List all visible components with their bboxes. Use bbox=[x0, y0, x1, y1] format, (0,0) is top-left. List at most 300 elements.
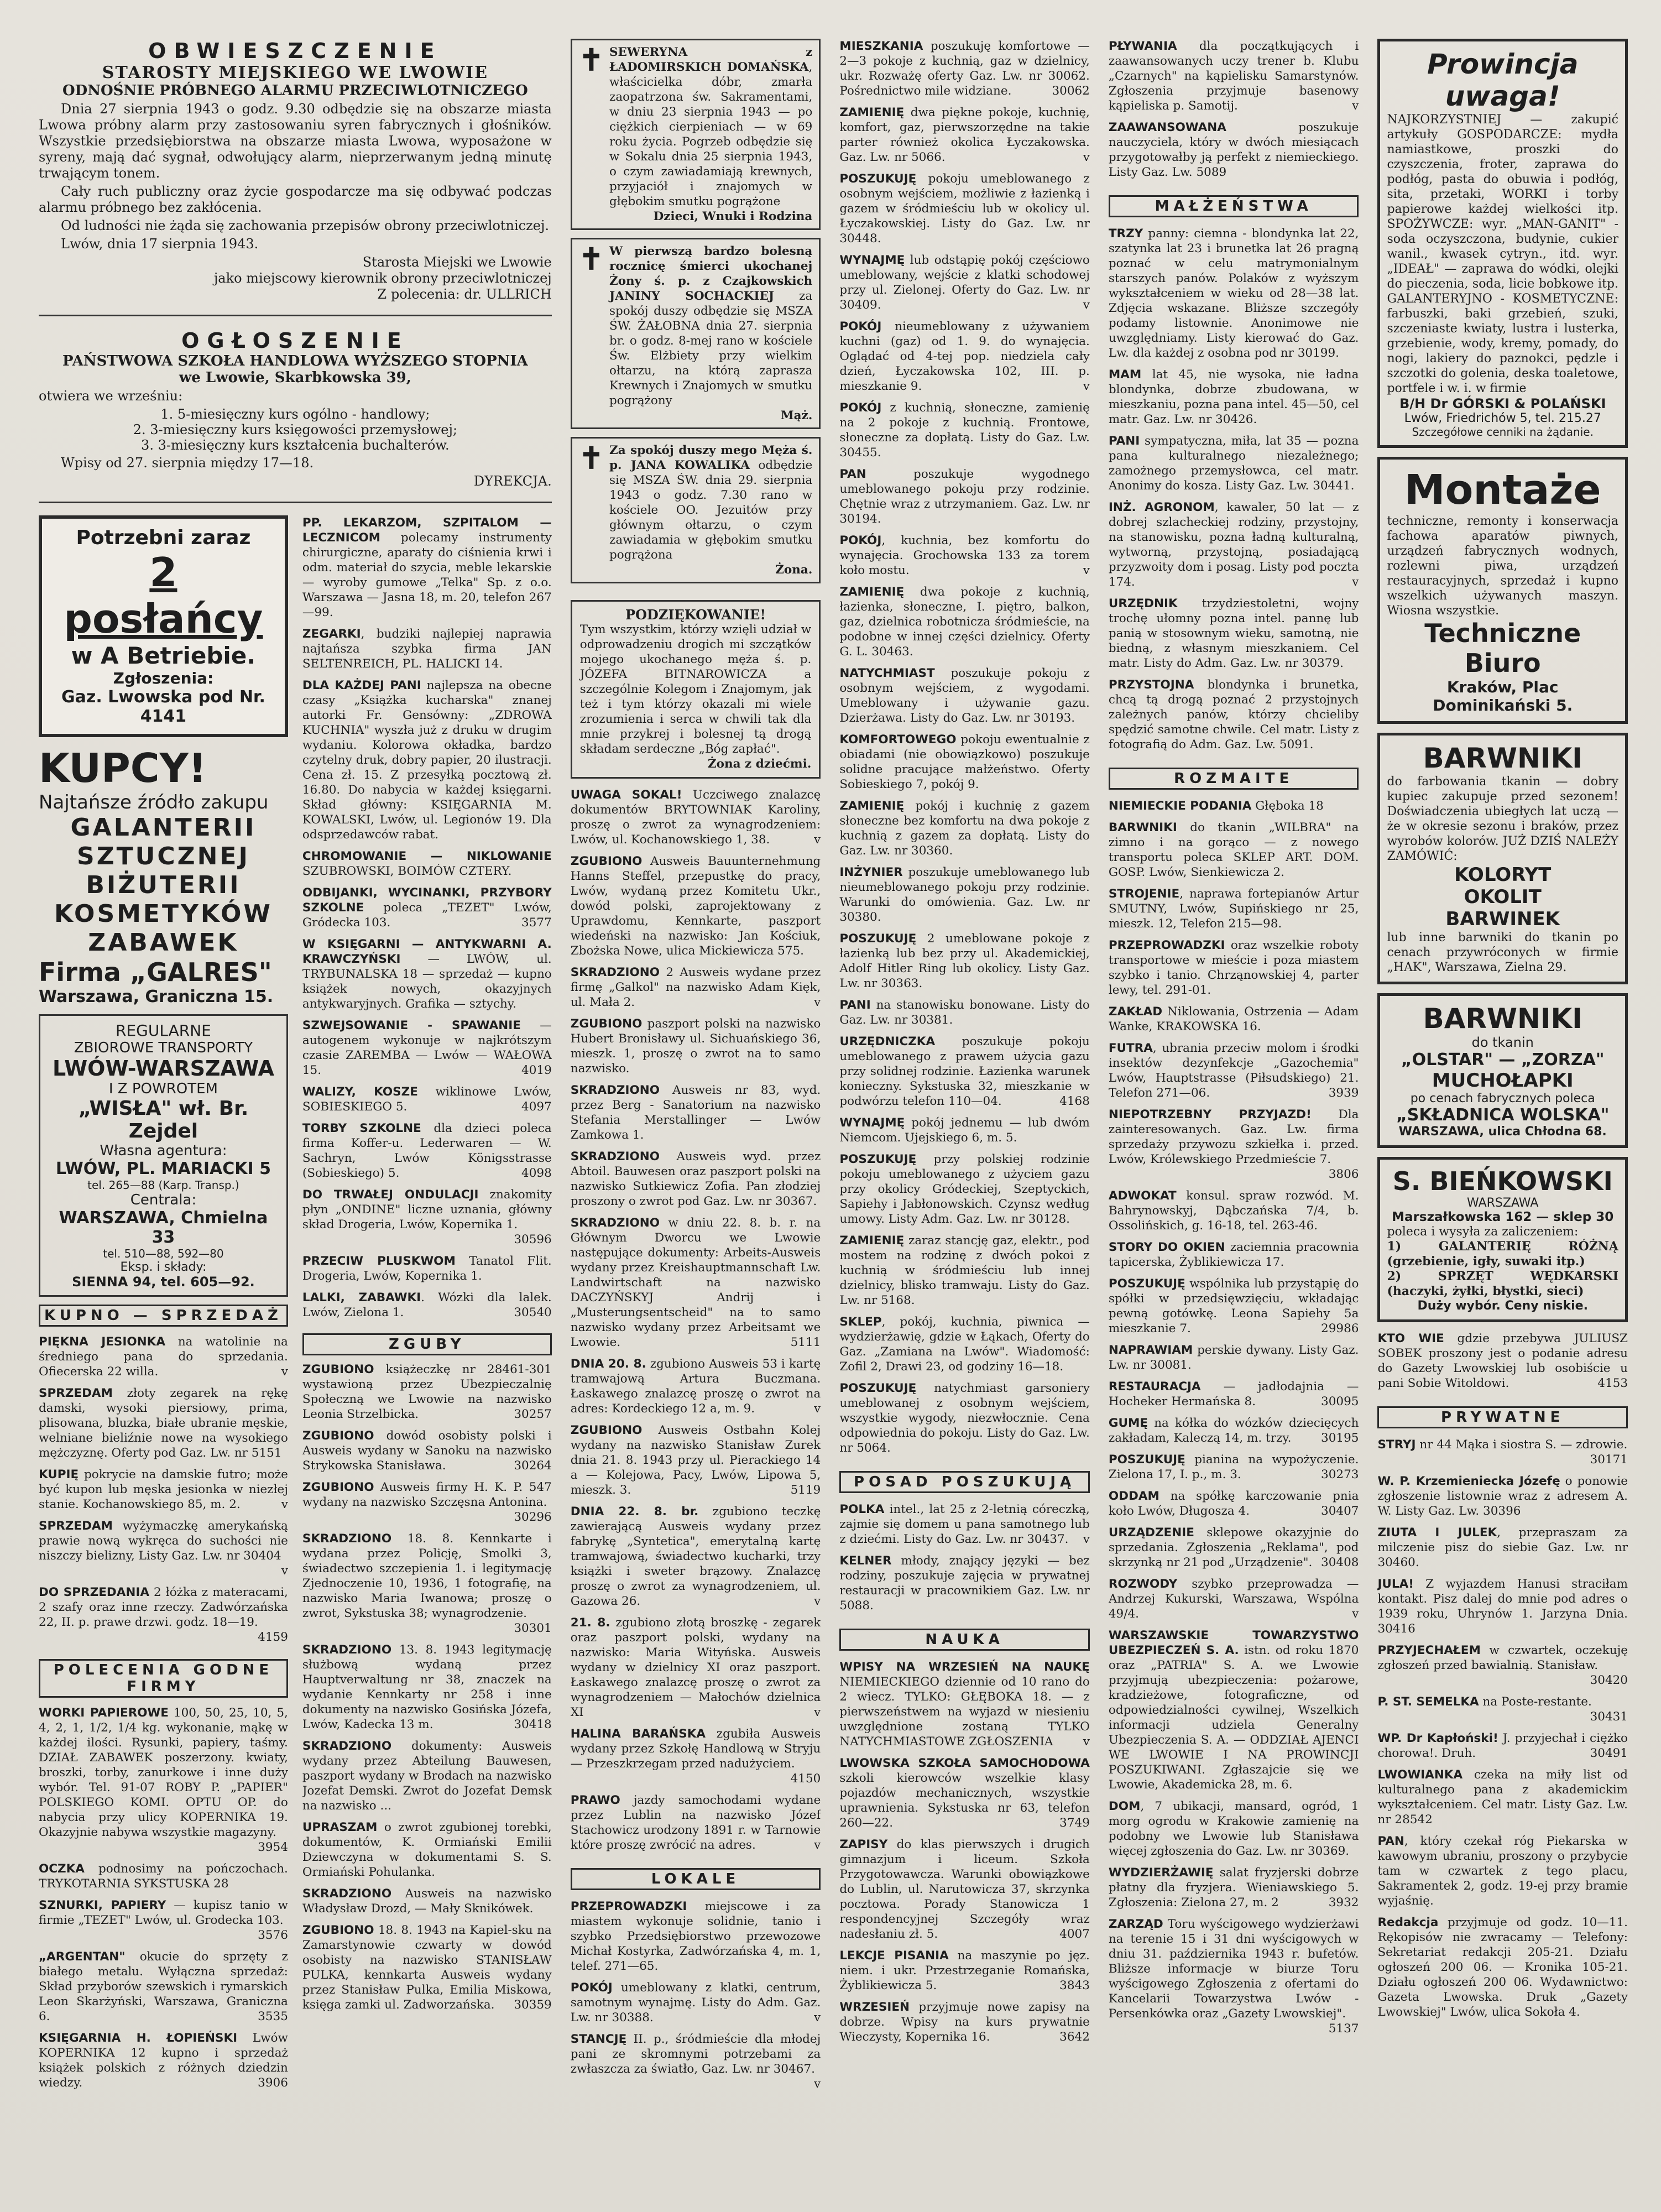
ad-address: WARSZAWA, ulica Chłodna 68. bbox=[1398, 1125, 1607, 1139]
obituary-notice bbox=[571, 437, 821, 583]
ad-text: dwa piękne pokoje, kuchnię, komfort, gaz, pierwszorzędne na takie parter również okolica Łyczakowska. Gaz. Lw. nr 5066. bbox=[839, 106, 1090, 164]
ad-lead: ZGUBIONO bbox=[570, 1423, 643, 1437]
ad-lead: POKÓJ bbox=[570, 1981, 613, 1995]
ad-headline: Montaże bbox=[1404, 466, 1601, 514]
lokale-list-2 bbox=[839, 39, 1090, 1462]
ad-text: przyjmuje nowe zapisy na dobrze. Wpisy na kurs prywatnie Wieczysty, Kopernika 16. bbox=[839, 2000, 1090, 2044]
ad-number: 3843 bbox=[1059, 1979, 1090, 1992]
ad-note: Szczegółowe cenniki na żądanie. bbox=[1412, 425, 1594, 439]
kupno-list bbox=[39, 1334, 288, 1651]
classified-ad bbox=[839, 105, 1090, 165]
ad-lead: SKRADZIONO bbox=[570, 1216, 660, 1230]
classified-ad bbox=[39, 1861, 288, 1891]
ad-text: polecamy instrumenty chirurgiczne, aparaty do ciśnienia krwi i odm. materiał do szycia, meble lekarskie — wyroby gumowe „Telka" Sp. z o.o. Warszawa — Jasna 18, m. 20, telefon 267—99. bbox=[302, 531, 552, 619]
ad-text: na stanowisku bonowane. Listy do Gaz. Lw. nr 30381. bbox=[839, 998, 1090, 1027]
ad-text: zgubiono Ausweis 53 i kartę tramwajową Artura Buczmana. Łaskawego znalazcę proszę o zwrot na adres: Kordeckiego 12 a, m. 9. bbox=[570, 1357, 821, 1416]
ad-text: , naprawa fortepianów Artur SMUTNY, Lwów, Supińskiego nr 25, mieszk. 12, Telefon 215—98. bbox=[1108, 887, 1359, 931]
ad-lead: POSZUKUJĘ bbox=[839, 172, 917, 186]
ad-number: 3906 bbox=[258, 2076, 288, 2090]
ad-lead: PANI bbox=[839, 998, 871, 1012]
ad-text: , 7 ubikacji, mansard, ogród, 1 morg ogrodu w Krakowie zamienię na podobny we Lwowie lub Stanisława więcej zgłoszenia do Gaz. Lw. nr 30369. bbox=[1108, 1799, 1359, 1858]
divider bbox=[39, 502, 552, 503]
notice-intro: otwiera we wrześniu: bbox=[39, 388, 183, 404]
classified-ad bbox=[571, 1504, 821, 1609]
classified-ad bbox=[39, 1585, 288, 1645]
ad-lead: ZGUBIONO bbox=[302, 1480, 374, 1494]
ad-text: lub inne barwniki do tkanin po cenach przywróconych w firmie „HAK", Warszawa, Zielna 29. bbox=[1387, 931, 1618, 974]
ad-lead: ZGUBIONO bbox=[570, 1017, 643, 1031]
classified-ad bbox=[1109, 367, 1359, 427]
classified-ad bbox=[1109, 500, 1359, 589]
ad-text: poszukuje pokoju umeblowanego z prawem użycia gazu przy solidnej rodzinie. Łazienka warunek konieczny. Sykstuska 32, mieszkanie w podwórzu telefon 110—04. bbox=[839, 1035, 1090, 1108]
ad-text: perskie dywany. Listy Gaz. Lw. nr 30081. bbox=[1108, 1343, 1359, 1372]
ad-text: , który czekał róg Piekarska w kawowym ubraniu, proszony o przybycie tam w czwartek z tego placu, Sakramentek 2, godz. 19-ej przy bramie wyjaśnię. bbox=[1377, 1834, 1628, 1908]
classified-ad bbox=[839, 931, 1090, 991]
ad-line: Zgłoszenia: bbox=[113, 669, 214, 687]
ad-lead: DOM bbox=[1108, 1799, 1141, 1813]
ad-item: SZTUCZNEJ bbox=[77, 842, 250, 870]
ad-lead: PRZEPROWADZKI bbox=[1108, 938, 1225, 952]
course-item: 1. 5-miesięczny kurs ogólno - handlowy; bbox=[160, 406, 430, 422]
ad-lead: STORY DO OKIEN bbox=[1108, 1240, 1225, 1254]
notice-signature: jako miejscowy kierownik obrony przeciwlotniczej bbox=[213, 270, 552, 286]
ad-lead: TRZY bbox=[1108, 227, 1143, 241]
classified-ad bbox=[571, 1980, 821, 2025]
montaze-ad bbox=[1377, 457, 1628, 724]
ad-number: 4098 bbox=[521, 1166, 552, 1180]
ad-text: techniczne, remonty i konserwacja fachowa aparatów piwnych, urządzeń fabrycznych wodnych, rozlewni piwa, urządzeń restauracyjnych, sprzedaż i kupno wszelkich używanych maszyn. Wiosna wszystkie. bbox=[1387, 514, 1618, 618]
ad-lead: W KSIĘGARNI — ANTYKWARNI A. KRAWCZYŃSKI bbox=[302, 937, 552, 966]
classified-ad bbox=[839, 1381, 1090, 1455]
cross-icon: ✝ bbox=[578, 42, 604, 77]
ad-text: czeka na miły list od kulturalnego pana z akademickim wykształceniem. Cel matr. Listy Gaz. Lw. nr 28542 bbox=[1377, 1768, 1628, 1827]
ad-text: poszukuje umeblowanego lub nieumeblowanego pokoju przy rodzinie. Warunki do omówienia. Gaz. Lw. nr 30380. bbox=[839, 865, 1090, 924]
ad-address: Marszałkowska 162 — sklep 30 bbox=[1392, 1210, 1614, 1224]
ad-lead: NIEPOTRZEBNY PRZYJAZD! bbox=[1108, 1108, 1312, 1121]
ad-number: v bbox=[1083, 150, 1090, 164]
classified-ad bbox=[39, 1705, 288, 1855]
ad-lead: TORBY SZKOLNE bbox=[302, 1121, 421, 1135]
ad-number: 30596 bbox=[514, 1233, 552, 1246]
ad-lead: STANCJĘ bbox=[570, 2032, 627, 2046]
ad-lead: POSZUKUJĘ bbox=[839, 1381, 917, 1395]
column-5 bbox=[1109, 39, 1359, 2190]
ad-lead: KUPIĘ bbox=[39, 1468, 79, 1481]
ad-text: , przepraszam za milczenie pisz do siebie Gaz. Lw. nr 30460. bbox=[1377, 1526, 1628, 1569]
ad-text: Dla zainteresowanych. Gaz. Lw. firma sprzedaży przywozu szkiełka i. przed. Lwów, Królewskiego Przedmieście 7. bbox=[1108, 1108, 1359, 1166]
ad-text: pokoju umeblowanego z osobnym wejściem, możliwie z łazienką i gazem w śródmieściu lub w okolicy ul. Łyczakowskiej. Listy do Gaz. Lw. nr 30448. bbox=[839, 172, 1090, 246]
ad-text: pokoju ewentualnie z obiadami (nie obowiązkowo) poszukuje solidne pracujące małżeństwo. Oferty Sobieskiego 7, pokój 9. bbox=[839, 733, 1090, 791]
ad-text: konsul. spraw rozwód. M. Bahrynowskyj, Dąbczańska 7/4, b. Ossolińskich, g. 16-18, tel. 263-46. bbox=[1108, 1189, 1359, 1233]
ad-number: 30359 bbox=[514, 1998, 552, 2012]
kupcy-ad bbox=[39, 745, 288, 1006]
cross-icon: ✝ bbox=[578, 440, 604, 476]
ad-text: do klas pierwszych i drugich gimnazjum i liceum. Szkoła Przygotowawcza. Warunki obowiązkowe do Lublin, ul. Narutowicza 37, skrzynka pocztowa. Porady Stanowicza 1 respondencyjnej Szczegóły wraz nadesłaniu zł. 5. bbox=[839, 1838, 1090, 1941]
obituary-text: , właścicielka dóbr, zmarła zaopatrzona św. Sakramentami, w dniu 23 sierpnia 1943 — po ciężkich cierpieniach — w 69 roku życia. Pogrzeb odbędzie się w Sokalu dnia 25 sierpnia 1943, o czym zawiadamiają krewnych, przyjaciół i znajomych w głębokim smutku pogrążone bbox=[609, 60, 813, 208]
section-header-posad: POSAD POSZUKUJĄ bbox=[839, 1471, 1090, 1493]
ad-text: dla początkujących i zaawansowanych uczy trener b. Klubu „Czarnych" na kąpielisku Samarstynów. Zgłoszenia przyjmuje basenowy kąpieliska p. Samotij. bbox=[1108, 39, 1359, 113]
classified-ad bbox=[571, 1215, 821, 1350]
ad-brands: „OLSTAR" — „ZORZA" bbox=[1401, 1050, 1605, 1070]
ad-lead: PP. LEKARZOM, SZPITALOM — LECZNICOM bbox=[302, 516, 552, 545]
classified-ad bbox=[839, 171, 1090, 246]
ad-text: lat 45, nie wysoka, nie ładna blondynka, dobrze zbudowana, w mieszkaniu, pozna pana intel. 45—50, cel matr. Gaz. Lw. nr 30426. bbox=[1108, 368, 1359, 426]
ad-text: Ausweis nr 83, wyd. przez Berg - Sanatorium na nazwisko Stefania Merstallinger — Lwów Zamkowa 1. bbox=[570, 1083, 821, 1142]
ad-lead: Redakcja bbox=[1377, 1916, 1439, 1929]
nauka-list bbox=[839, 1660, 1090, 2051]
obituary-signature: Mąż. bbox=[780, 409, 813, 422]
classified-ad bbox=[1109, 226, 1359, 361]
classified-ad bbox=[1109, 1343, 1359, 1373]
classified-ad bbox=[839, 1756, 1090, 1830]
ad-lead: PRZEPROWADZKI bbox=[570, 1900, 687, 1913]
ad-address: Warszawa, Graniczna 15. bbox=[39, 987, 274, 1006]
ad-address: Kraków, Plac Dominikański 5. bbox=[1433, 678, 1573, 714]
ad-text: nr 44 Mąka i siostra S. — zdrowie. bbox=[1415, 1438, 1628, 1452]
ad-text: SZUBROWSKI, BOIMÓW CZTERY. bbox=[302, 864, 512, 878]
column-1-body bbox=[39, 515, 552, 2190]
ad-lead: SKRADZIONO bbox=[570, 1083, 660, 1097]
ad-number: 3806 bbox=[1328, 1167, 1359, 1181]
ad-lead: BARWNIKI bbox=[1108, 821, 1177, 834]
ad-lead: POKÓJ bbox=[839, 534, 882, 547]
ad-item: KOSMETYKÓW bbox=[54, 900, 273, 928]
classified-ad bbox=[1109, 677, 1359, 752]
classified-ad bbox=[1109, 1107, 1359, 1182]
ad-number: v bbox=[1083, 298, 1090, 312]
classified-ad bbox=[571, 965, 821, 1010]
obituary-name: Za spokój duszy mego Męża ś. p. JANA KOWALIKA bbox=[609, 444, 813, 472]
ad-lead: POSZUKUJĘ bbox=[839, 932, 917, 946]
obituary-name: SEWERYNA z ŁADOMIRSKICH DOMAŃSKA bbox=[609, 45, 813, 74]
ad-number: v bbox=[814, 1594, 821, 1608]
classified-ad bbox=[1109, 1489, 1359, 1519]
ad-line: Gaz. Lwowska pod Nr. 4141 bbox=[61, 687, 265, 726]
ad-text: Ausweis na nazwisko Władysław Drozd, — Mały Sknikówek. bbox=[302, 1887, 552, 1916]
ad-lead: UWAGA SOKAL! bbox=[570, 788, 682, 802]
classified-ad bbox=[302, 1480, 552, 1525]
column-6 bbox=[1377, 39, 1628, 2190]
ad-text: istn. od roku 1870 oraz „PATRIA" S. A. we Lwowie przyjmują ubezpieczenia: pożarowe, kradzieżowe, fotograficzne, od odpowiedzialności cywilnej, Wszelkich informacji udziela Generalny Ubezpieczenia S. A. — ODDZIAŁ AJENCI WE LWOWIE I NA PROWINCJI POSZUKIWANI. Zgłaszajcie się we Lwowie, Akademicka 28, m. 6. bbox=[1108, 1644, 1359, 1792]
ad-headline: LWÓW-WARSZAWA bbox=[53, 1056, 274, 1081]
rozmaite-list bbox=[1109, 799, 1359, 2043]
ad-firm: „WISŁA" wł. Br. Zejdel bbox=[78, 1097, 249, 1142]
notice-paragraph: Od ludności nie żąda się zachowania przepisów obrony przeciwlotniczej. bbox=[61, 218, 550, 233]
ad-number: 4150 bbox=[790, 1772, 821, 1786]
classified-ad bbox=[302, 678, 552, 842]
classified-ad bbox=[1109, 120, 1359, 180]
ad-lead: ZARZĄD bbox=[1108, 1917, 1163, 1931]
ad-number: 4153 bbox=[1597, 1376, 1628, 1390]
ad-number: 3576 bbox=[258, 1928, 288, 1942]
classified-ad bbox=[1377, 1525, 1628, 1570]
classified-ad bbox=[839, 533, 1090, 578]
ad-text: miejscowe i za miastem wykonuje solidnie, tanio i szybko Przedsiębiorstwo przewozowe Michał Kostyrka, Zadwórzańska 4, m. 1, telef. 271—65. bbox=[570, 1900, 821, 1973]
ad-lead: RESTAURACJA bbox=[1108, 1380, 1201, 1394]
ad-text: Lwów KOPERNIKA 12 kupno i sprzedaż książek polskich z różnych dziedzin wiedzy. bbox=[39, 2031, 288, 2090]
ad-number: v bbox=[1352, 575, 1359, 589]
ad-line: Centrala: bbox=[130, 1192, 197, 1208]
ad-number: 30431 bbox=[1590, 1710, 1628, 1724]
ad-text: Ausweis Bauunternehmung Hanns Steffel, przepustkę do pracy, Lwów, wydaną przez Komitetu Ukr., dowód polski, zaprojektowany z Uprawdomu, Kennkarte, paszport wiedeński na nazwisko: Jan Kościuk, Zbożska Nowe, ulica Mickiewicza 575. bbox=[570, 854, 821, 958]
classified-ad bbox=[1109, 39, 1359, 113]
ad-text: — kupisz tanio w firmie „TEZET" Lwów, ul. Grodecka 103. bbox=[39, 1898, 288, 1927]
ad-line: ZBIOROWE TRANSPORTY bbox=[74, 1040, 253, 1056]
ad-line: WARSZAWA bbox=[1467, 1196, 1539, 1210]
classified-ad bbox=[302, 627, 552, 671]
ad-lead: ZEGARKI bbox=[302, 627, 361, 641]
ad-number: v bbox=[814, 2011, 821, 2025]
ad-number: 30273 bbox=[1321, 1468, 1359, 1481]
classified-ad bbox=[839, 400, 1090, 460]
classified-ad bbox=[571, 1357, 821, 1416]
classified-ad bbox=[839, 585, 1090, 659]
ad-item: KOLORYT bbox=[1454, 864, 1552, 886]
notice-paragraph: Cały ruch publiczny oraz życie gospodarcze ma się odbywać podczas alarmu próbnego bez zakłócenia. bbox=[39, 184, 552, 215]
classified-ad bbox=[1377, 1694, 1628, 1724]
ad-number: 3535 bbox=[258, 2010, 288, 2023]
ad-text: Ausweis wyd. przez Abtoil. Bauwesen oraz paszport polski na nazwisko Sutkiewicz Zofia. Pan złodziej proszony o zwrot pod Gaz. Lw. nr 30367. bbox=[570, 1150, 821, 1208]
ad-number: v bbox=[814, 1402, 821, 1416]
ad-text: Niklowania, Ostrzenia — Adam Wanke, KRAKOWSKA 16. bbox=[1108, 1005, 1359, 1034]
ad-text: pokój jednemu — lub dwóm Niemcom. Ujejskiego 6, m. 5. bbox=[839, 1116, 1090, 1145]
classified-ad bbox=[571, 1149, 821, 1209]
ad-text: złoty zegarek na rękę damski, wysoki piersiowy, prima, plisowana, bluzka, białe ubranie męskie, welniane bieliźnie nowe na wysokiego mężczyznę. Oferty pod Gaz. Lw. nr 5151 bbox=[39, 1386, 288, 1460]
ad-text: sympatyczna, miła, lat 35 — pozna pana kulturalnego niezależnego; zamożnego przemysłowca, cel matr. Anonimy do kosza. Listy Gaz. Lw. 30441. bbox=[1108, 434, 1359, 493]
ad-lead: INŻYNIER bbox=[839, 865, 903, 879]
ad-number: 30095 bbox=[1321, 1395, 1359, 1408]
polecenia-list bbox=[39, 1705, 288, 2097]
ad-text: — autogenem wykonuje w najkrótszym czasie ZAREMBA — Lwów — WAŁOWA 15. bbox=[302, 1019, 552, 1077]
ad-lead: WORKI PAPIEROWE bbox=[39, 1706, 169, 1720]
ad-lead: LALKI, ZABAWKI bbox=[302, 1291, 421, 1305]
ad-number: v bbox=[1083, 1532, 1090, 1546]
ad-lead: WARSZAWSKIE TOWARZYSTWO UBEZPIECZEŃ S. A. bbox=[1108, 1629, 1359, 1657]
classified-ad bbox=[571, 854, 821, 958]
classified-ad bbox=[571, 787, 821, 847]
ad-lead: SKLEP bbox=[839, 1315, 882, 1329]
classified-ad bbox=[839, 253, 1090, 312]
ad-text: wiklinowe Lwów, SOBIESKIEGO 5. bbox=[302, 1085, 552, 1114]
ad-text: dokumenty: Ausweis wydany przez Abteilung Bauwesen, paszport wydany w Brodach na nazwisko Jozefat Demski. Zwrot do Jozefat Demsk na nazwisko ... bbox=[302, 1739, 552, 1813]
ad-text: oraz wszelkie roboty transportowe w mieście i poza miastem szybko i tanio. Chrząnowskiej 4, parter lewy, tel. 291-01. bbox=[1108, 938, 1359, 997]
ad-text: pokój i kuchnię z gazem słoneczne bez komfortu na dwa pokoje z kuchnią z gazem za dopłatą. Listy do Gaz. Lw. nr 30360. bbox=[839, 799, 1090, 858]
ad-text: , pokój, kuchnia, piwnica — wydzierżawię, gdzie w Łąkach, Oferty do Gaz. „Zamiana na Lwów". Wiadomość: Zofil 2, Drawi 23, od godziny 16—18. bbox=[839, 1315, 1090, 1374]
ad-text: Ausweis Ostbahn Kolej wydany na nazwisko Stanisław Zurek dnia 21. 8. 1943 przy ul. Pierackiego 14 a — Kolejowa, Pacy, Lwów, Lipowa 5, mieszk. 3. bbox=[570, 1423, 821, 1497]
ad-lead: DO TRWAŁEJ ONDULACJI bbox=[302, 1188, 479, 1202]
ad-lead: GUMĘ bbox=[1108, 1416, 1148, 1430]
ad-line: Potrzebni zaraz bbox=[76, 526, 251, 549]
ad-lead: URZĘDNIK bbox=[1108, 597, 1178, 611]
ad-text: 13. 8. 1943 legitymację służbową wydaną przez Hauptverwaltung nr 38, znaczek na wydanie Kennkarty nr 258 i inne dokumenty na nazwisko Gosińska Józefa, Lwów, Kadecka 13 m. bbox=[302, 1643, 552, 1731]
classified-ad bbox=[571, 1083, 821, 1142]
classified-ad bbox=[1109, 938, 1359, 998]
ad-lead: PANI bbox=[1108, 434, 1140, 448]
ad-text: zgubiła Ausweis wydany przez Szkołę Handlową w Stryju — Przeszkrzegam przed nadużyciem. bbox=[570, 1727, 821, 1771]
ad-text: szkoli kierowców wszelkie klasy pojazdów mechanicznych, wszystkie uprawnienia. Sykstuska nr 63, telefon 260—22. bbox=[839, 1771, 1090, 1830]
ad-text: gdzie przebywa JULIUSZ SOBEK proszony jest o podanie adresu do Gazety Lwowskiej lub osobiście u pani Sobie Witoldowi. bbox=[1377, 1332, 1628, 1390]
classified-ad bbox=[1109, 1452, 1359, 1482]
ad-line: Eksp. i składy: bbox=[120, 1260, 207, 1274]
ad-number: 30195 bbox=[1321, 1431, 1359, 1445]
obituary-text: odbędzie się MSZA ŚW. dnia 29. sierpnia 1943 o godz. 7.30 rano w kościele OO. Jezuitów przy głównym ołtarzu, o czym zawiadamia w głębokim smutku pogrążona bbox=[609, 458, 813, 562]
barwniki-ad-2 bbox=[1377, 993, 1628, 1148]
ad-item: MUCHOŁAPKI bbox=[1432, 1070, 1574, 1092]
ad-text: NAJKORZYSTNIEJ — zakupić artykuły GOSPODARCZE: mydła namiastkowe, proszki do czyszczenia, froter, zaprawa do podłóg, pasta do obuwia i podłóg, sita, przetaki, WORKI i torby papierowe każdej wielkości itp. SPOŻYWCZE: wyr. „MAN-GANIT" - soda oczyszczona, budynie, cukier wanil., kwasek cytryn., itd. wyr. „IDEAŁ" — zaprawa do wódki, olejki do pieczenia, soda, licie bobkowe itp. GALANTERYJNO - KOSMETYCZNE: farbuszki, baki grzebień, szuki, szczeniaste kwiaty, lustra i lusterka, grzebienie, wody, kremy, pomady, do nogi, lakiery do paznokci, pędzle i szczotki do golenia, deska toaletowe, portfele i w. i. w firmie bbox=[1387, 113, 1618, 395]
ad-text: podnosimy na pończochach. TRYKOTARNIA SYKSTUSKA 28 bbox=[39, 1862, 288, 1891]
ad-lead: PRZYSTOJNA bbox=[1108, 678, 1194, 692]
ad-number: 30418 bbox=[514, 1718, 552, 1731]
ad-text: — jadłodajnia — Hocheker Hermańska 8. bbox=[1108, 1380, 1359, 1408]
ad-item: BIŻUTERII bbox=[86, 871, 241, 899]
ad-lead: UPRASZAM bbox=[302, 1820, 378, 1834]
ad-text: trzydziestoletni, wojny trochę ułomny pozna intel. pannę lub panią w stosownym wieku, samotną, nie biedną, z własnym mieszkaniem. Cel matr. Listy do Adm. Gaz. Lw. nr 30379. bbox=[1108, 597, 1359, 670]
bienkowski-ad bbox=[1377, 1157, 1628, 1322]
ad-lead: ZAAWANSOWANA bbox=[1108, 121, 1226, 134]
section-header-zguby: ZGUBY bbox=[302, 1333, 552, 1355]
classified-ad bbox=[1109, 1865, 1359, 1910]
ad-number: 5137 bbox=[1328, 2022, 1359, 2036]
ad-lead: ZAMIENIĘ bbox=[839, 799, 905, 813]
classified-ad bbox=[839, 865, 1090, 925]
ad-text: umeblowany z klatki, centrum, samotnym wynajmę. Listy do Adm. Gaz. Lw. nr 30388. bbox=[570, 1981, 821, 2025]
ad-lead: PŁYWANIA bbox=[1108, 39, 1177, 53]
classified-ad bbox=[302, 515, 552, 620]
ad-text: 18. 8. 1943 na Kapiel-sku na Zamarstynowie czwarty w dowód osobisty na nazwisko STANISŁAW PULKA, kennkarta Ausweis wydany przez Stanisław Pulka, Emilia Miskowa, księga zamki ul. Zadworzańska. bbox=[302, 1923, 552, 2012]
classified-ad bbox=[1109, 1004, 1359, 1034]
classified-ad bbox=[302, 1362, 552, 1422]
notice-paragraph: Dnia 27 sierpnia 1943 o godz. 9.30 odbędzie się na obszarze miasta Lwowa próbny alarm przy zastosowaniu syren fabrycznych i głośników. Wszystkie przedsiębiorstwa na obszarze miasta Lwowa, wyposażone w syreny, mają dać sygnał, odwołujący alarm, nieprzerwanym jedną minutę trwającym tonem. bbox=[39, 101, 552, 181]
ad-number: 30301 bbox=[514, 1621, 552, 1635]
ad-number: v bbox=[1083, 1735, 1090, 1749]
section-header-lokale: LOKALE bbox=[571, 1868, 821, 1890]
ad-lead: WYNAJMĘ bbox=[839, 1116, 905, 1130]
ad-lead: SPRZEDAM bbox=[39, 1519, 113, 1533]
ad-lead: HALINA BARAŃSKA bbox=[570, 1727, 706, 1741]
ad-text: na kółka do wózków dziecięcych zakładam, Kaleczą 14, m. trzy. bbox=[1108, 1416, 1359, 1445]
classified-ad bbox=[1377, 1767, 1628, 1827]
ad-lead: POLKA bbox=[839, 1503, 885, 1516]
classified-ad bbox=[839, 467, 1090, 526]
zguby-list-2 bbox=[571, 787, 821, 1859]
ad-text: salat fryzjerski dobrze płatny dla fryzjera. Wieniawskiego 5. Zgłoszenia: Zielona 27, m. 2 bbox=[1108, 1866, 1359, 1910]
ad-text: lub odstąpię pokój częściowo umeblowany, wejście z klatki schodowej przy ul. Zielonej. Oferty do Gaz. Lw. nr 30409. bbox=[839, 253, 1090, 312]
ad-text: poszukuje nauczyciela, który w dwóch miesiącach przygotowałby ją perfekt z niemieckiego. Listy Gaz. Lw. 5089 bbox=[1108, 121, 1359, 179]
classified-ad bbox=[571, 1899, 821, 1974]
box-signature: Żona z dziećmi. bbox=[707, 757, 812, 771]
ad-number: v bbox=[281, 1564, 288, 1578]
ad-lead: CHROMOWANIE — NIKLOWANIE bbox=[302, 849, 552, 863]
ad-lead: POSZUKUJĘ bbox=[1108, 1453, 1185, 1467]
ad-number: 30257 bbox=[514, 1407, 552, 1421]
notice-title: OBWIESZCZENIE bbox=[148, 39, 442, 63]
classified-ad bbox=[839, 998, 1090, 1027]
ad-lead: PIĘKNA JESIONKA bbox=[39, 1335, 165, 1349]
ad-lead: STRYJ bbox=[1377, 1438, 1416, 1452]
ad-text: w dniu 22. 8. b. r. na Głównym Dworcu we Lwowie następujące dokumenty: Arbeits-Ausweis wydany przez Kreishauptmannschaft Lw. Landwirtschaft na nazwisko DACZYŃSKYJ Andrij i „Musterungsentscheid" na to samo nazwisko wydany przez Arbeitsamt we Lwowie. bbox=[570, 1216, 821, 1349]
classified-ad bbox=[302, 1820, 552, 1880]
course-item: 3. 3-miesięczny kurs kształcenia buchalterów. bbox=[141, 437, 450, 453]
ad-text: znakomity płyn „ONDINE" liczne uznania, główny skład Drogeria, Lwów, Kopernika 1. bbox=[302, 1188, 552, 1232]
ad-text: natychmiast garsoniery umeblowanej z osobnym wejściem, wszystkie wygody, niezwłocznie. Cena odpowiednia do pokoju. Listy do Gaz. Lw. nr 5064. bbox=[839, 1381, 1090, 1455]
notice-enrolment: Wpisy od 27. sierpnia między 17—18. bbox=[61, 455, 314, 471]
ad-lead: NATYCHMIAST bbox=[839, 666, 935, 680]
ad-lead: DNIA 20. 8. bbox=[570, 1357, 646, 1371]
classified-ad bbox=[1109, 1276, 1359, 1336]
ad-number: 30408 bbox=[1321, 1556, 1359, 1569]
ad-lead: WRZESIEŃ bbox=[839, 2000, 910, 2014]
ad-text: poszukuje pokoju z osobnym wejściem, z wygodami. Umeblowany i używanie gazu. Dzierżawa. Listy do Gaz. Lw. nr 30193. bbox=[839, 666, 1090, 725]
classified-ad bbox=[839, 666, 1090, 726]
ad-lead: PAN bbox=[1377, 1834, 1404, 1848]
ad-lead: POSZUKUJĘ bbox=[1108, 1277, 1185, 1291]
ad-lead: ZGUBIONO bbox=[570, 854, 643, 868]
obituary-body bbox=[609, 443, 812, 577]
ad-lead: KOMFORTOWEGO bbox=[839, 733, 957, 747]
ad-lead: POSZUKUJĘ bbox=[839, 1152, 917, 1166]
ad-lead: KSIĘGARNIA H. ŁOPIEŃSKI bbox=[39, 2031, 238, 2045]
ad-lead: DO SPRZEDANIA bbox=[39, 1585, 150, 1599]
ad-item: 1) GALANTERIĘ RÓŻNĄ (grzebienie, igły, suwaki itp.) bbox=[1387, 1239, 1618, 1269]
obwieszczenie-notice bbox=[39, 39, 552, 302]
ad-number: 5119 bbox=[790, 1483, 821, 1497]
ad-text: — LWÓW, ul. TRYBUNALSKA 18 — sprzedaż — kupno książek nowych, okazyjnych antykwaryjnych. Grafika — sztychy. bbox=[302, 952, 552, 1011]
ad-text: poszukuję komfortowe — 2—3 pokoje z kuchnią, gaz w dzielnicy, ukr. Rozważę oferty Gaz. Lw. nr 30062. Pośrednictwo mile widziane. bbox=[839, 39, 1090, 98]
ad-number: 3932 bbox=[1328, 1896, 1359, 1910]
classified-ad bbox=[571, 1016, 821, 1076]
ad-number: 30062 bbox=[1052, 84, 1090, 98]
ad-item: ZABAWEK bbox=[88, 928, 239, 957]
ad-text: dwa pokoje z kuchnią, łazienka, słoneczne, I. piętro, balkon, gaz, dzielnica robotnicza śródmieście, na podobne w innej części dzielnicy. Oferty G. L. 30463. bbox=[839, 585, 1090, 659]
classified-ad bbox=[571, 1726, 821, 1786]
ad-lead: SKRADZIONO bbox=[570, 966, 660, 979]
ad-number: v bbox=[1352, 99, 1359, 113]
ad-number: v bbox=[814, 2077, 821, 2091]
ad-number: v bbox=[281, 1498, 288, 1511]
ad-lead: ZAMIENIĘ bbox=[839, 585, 905, 599]
ad-lead: ZIUTA I JULEK bbox=[1377, 1526, 1497, 1540]
ad-lead: SKRADZIONO bbox=[302, 1739, 392, 1753]
notice-heading: ODNOŚNIE PRÓBNEGO ALARMU PRZECIWLOTNICZEGO bbox=[62, 82, 528, 99]
classified-ad bbox=[1109, 1041, 1359, 1100]
ad-firm: B/H Dr GÓRSKI & POLAŃSKI bbox=[1399, 396, 1606, 411]
classified-ad bbox=[839, 1314, 1090, 1374]
ad-lead: ADWOKAT bbox=[1108, 1189, 1177, 1203]
ad-number: v bbox=[1083, 379, 1090, 393]
ad-lead: ZGUBIONO bbox=[302, 1923, 374, 1937]
ad-lead: ROZWODY bbox=[1108, 1577, 1178, 1591]
ad-text: okucie do sprzęty z białego metalu. Wyłączna sprzedaż: Skład przyborów szewskich i rymarskich Leon Skarżyński, Warszawa, Graniczna 6. bbox=[39, 1950, 288, 2023]
obituary-text: za spokój duszy odbędzie się MSZA ŚW. ŻAŁOBNA dnia 27. sierpnia br. o godz. 8-mej rano w kościele Św. Elżbiety przy wielkim ołtarzu, na którą zaprasza Krewnych i Znajomych w smutku pogrążony bbox=[609, 289, 813, 408]
ad-lead: ZAPISY bbox=[839, 1838, 888, 1851]
classified-ad bbox=[1109, 886, 1359, 931]
classified-ad bbox=[302, 1886, 552, 1916]
classified-ad bbox=[1377, 1834, 1628, 1908]
malzenstwa-list bbox=[1109, 226, 1359, 759]
ad-text: przyjmuje od godz. 10—11. Rękopisów nie zwracamy — Telefony: Sekretariat redakcji 205-21. Działu ogłoszeń 200 06. — Kronika 105-21. Działu ogłoszeń 200 06. Wydawnictwo: Gazeta Lwowska. Druk „Gazety Lwowskiej" Lwów, ulica Sokoła 4. bbox=[1377, 1916, 1628, 2019]
ad-lead: LWOWIANKA bbox=[1377, 1768, 1463, 1782]
ad-text: . Wózki dla lalek. Lwów, Zielona 1. bbox=[302, 1291, 552, 1319]
obituary-signature: Żona. bbox=[775, 563, 813, 577]
ad-lead: ZAMIENIĘ bbox=[839, 1234, 905, 1248]
ad-text: najlepsza na obecne czasy „Książka kucharska" znanej autorki Fr. Gensówny: „ZDROWA KUCHNIA" wyszła już z druku w drugim wydaniu. Kolorowa okładka, bardzo czytelny druk, dobry papier, 20 ilustracji. Cena zł. 15. Z przesyłką pocztową zł. 16.80. Do nabycia w każdej księgarni. Skład główny: KSIĘGARNIA M. KOWALSKI, Lwów, ul. Legionów 19. Dla odsprzedawców rabat. bbox=[302, 679, 552, 842]
ad-line: w A Betriebie. bbox=[71, 642, 256, 669]
classified-ad bbox=[1377, 1577, 1628, 1636]
ad-lead: SKRADZIONO bbox=[302, 1887, 392, 1901]
ad-text: na spółkę karczowanie pnia koło Lwów, Długosza 4. bbox=[1108, 1489, 1359, 1518]
classified-ad bbox=[1109, 434, 1359, 493]
ad-lead: INŻ. AGRONOM bbox=[1108, 500, 1215, 514]
